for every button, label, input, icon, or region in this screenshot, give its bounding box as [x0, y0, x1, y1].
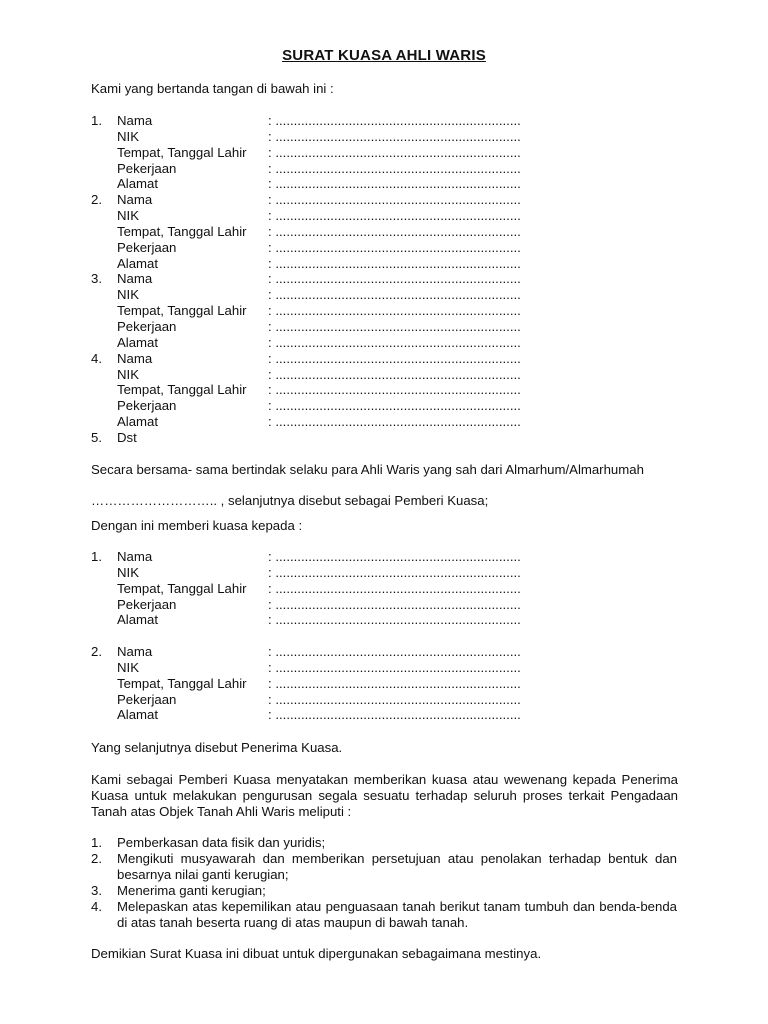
giver-2-field-row — [91, 208, 677, 224]
field-blank: : ................................................................... — [268, 596, 521, 612]
giver-2-field-row — [91, 256, 677, 272]
power-number: 1. — [91, 835, 102, 850]
power-text: Pemberkasan data fisik dan yuridis; — [117, 835, 326, 850]
giver-2-field-row — [91, 224, 677, 240]
giver-etc-label: Dst — [117, 429, 137, 445]
field-blank: : ................................................................... — [268, 549, 521, 564]
receiver-1-field-row — [91, 549, 677, 565]
field-blank: : ................................................................... — [268, 366, 521, 382]
power-item — [91, 883, 677, 899]
field-label: Alamat — [117, 414, 159, 430]
receiver-2-field-row — [91, 676, 677, 692]
field-label: Tempat, Tanggal Lahir — [117, 144, 247, 160]
field-label: Nama — [117, 192, 153, 208]
field-blank: : ................................................................... — [268, 398, 521, 414]
field-label: Nama — [117, 549, 153, 564]
penerima-kuasa-text: Yang selanjutnya disebut Penerima Kuasa. — [91, 740, 343, 755]
receiver-1-field-row — [91, 597, 677, 613]
field-blank: : ................................................................... — [268, 208, 521, 224]
giver-1-field-row — [91, 176, 677, 192]
field-label: Alamat — [117, 612, 159, 628]
field-label: Alamat — [117, 176, 159, 192]
power-item — [91, 899, 677, 931]
field-label: Nama — [117, 113, 153, 128]
receiver-2-field-row — [91, 644, 677, 660]
field-blank: : ................................................................... — [268, 287, 521, 303]
receiver-2-field-row — [91, 707, 677, 723]
field-label: NIK — [117, 287, 139, 303]
giver-4-field-row — [91, 382, 677, 398]
field-blank: : ................................................................... — [268, 176, 521, 192]
receiver-number: 1. — [91, 549, 102, 564]
field-blank: : ................................................................... — [268, 564, 521, 580]
receiver-2-field-row — [91, 692, 677, 708]
field-blank: : ................................................................... — [268, 144, 521, 160]
field-label: NIK — [117, 659, 139, 675]
field-blank: : ................................................................... — [268, 113, 521, 128]
field-label: NIK — [117, 208, 139, 224]
field-label: Tempat, Tanggal Lahir — [117, 580, 247, 596]
giver-4-field-row — [91, 367, 677, 383]
giver-2-field-row — [91, 192, 677, 208]
field-label: Alamat — [117, 707, 159, 723]
field-label: Pekerjaan — [117, 398, 177, 414]
field-blank: : ................................................................... — [268, 128, 521, 144]
field-label: Tempat, Tanggal Lahir — [117, 303, 247, 319]
field-blank: : ................................................................... — [268, 659, 521, 675]
giver-3-field-row — [91, 271, 677, 287]
giver-3-field-row — [91, 335, 677, 351]
field-blank: : ................................................................... — [268, 334, 521, 350]
power-text: Menerima ganti kerugian; — [117, 883, 266, 898]
power-text: Melepaskan atas kepemilikan atau penguasaan tanah berikut tanam tumbuh dan benda-benda di atas tanah beserta ruang di atas maupun di bawah tanah. — [117, 899, 677, 930]
giver-4-field-row — [91, 351, 677, 367]
giver-number: 3. — [91, 271, 102, 287]
field-label: Pekerjaan — [117, 596, 177, 612]
giver-number: 1. — [91, 113, 102, 128]
power-number: 3. — [91, 883, 102, 898]
field-blank: : ................................................................... — [268, 580, 521, 596]
field-label: Nama — [117, 644, 153, 659]
field-label: Tempat, Tanggal Lahir — [117, 675, 247, 691]
field-blank: : ................................................................... — [268, 192, 521, 208]
giver-1-field-row — [91, 113, 677, 129]
together-text: Secara bersama- sama bertindak selaku para Ahli Waris yang sah dari Almarhum/Almarhumah — [91, 462, 644, 477]
field-label: NIK — [117, 128, 139, 144]
intro-text: Kami yang bertanda tangan di bawah ini : — [91, 81, 334, 96]
field-label: NIK — [117, 564, 139, 580]
field-blank: : ................................................................... — [268, 303, 521, 319]
giver-1-field-row — [91, 145, 677, 161]
receiver-1-field-row — [91, 581, 677, 597]
field-label: Pekerjaan — [117, 160, 177, 176]
field-blank: : ................................................................... — [268, 691, 521, 707]
giver-1-field-row — [91, 129, 677, 145]
receiver-number: 2. — [91, 644, 102, 659]
field-label: Alamat — [117, 334, 159, 350]
giver-1-field-row — [91, 161, 677, 177]
field-label: Nama — [117, 350, 153, 366]
giver-number: 2. — [91, 192, 102, 208]
closing-text: Demikian Surat Kuasa ini dibuat untuk dipergunakan sebagaimana mestinya. — [91, 946, 542, 961]
receiver-1-field-row — [91, 612, 677, 628]
receiver-1-field-row — [91, 565, 677, 581]
giver-number: 4. — [91, 350, 102, 366]
field-blank: : ................................................................... — [268, 223, 521, 239]
field-label: NIK — [117, 366, 139, 382]
power-item — [91, 851, 677, 883]
field-blank: : ................................................................... — [268, 675, 521, 691]
giver-4-field-row — [91, 398, 677, 414]
field-blank: : ................................................................... — [268, 271, 521, 287]
field-blank: : ................................................................... — [268, 239, 521, 255]
field-blank: : ................................................................... — [268, 382, 521, 398]
field-label: Pekerjaan — [117, 318, 177, 334]
field-label: Pekerjaan — [117, 691, 177, 707]
power-text: Mengikuti musyawarah dan memberikan persetujuan atau penolakan terhadap bentuk dan besarnya nilai ganti kerugian; — [117, 851, 677, 882]
powers-list — [91, 835, 677, 931]
receiver-block-1 — [91, 549, 677, 628]
receiver-2-field-row — [91, 660, 677, 676]
document-title: SURAT KUASA AHLI WARIS — [282, 47, 486, 64]
field-label: Tempat, Tanggal Lahir — [117, 382, 247, 398]
giver-etc-row — [91, 430, 677, 446]
giver-3-field-row — [91, 287, 677, 303]
field-label: Tempat, Tanggal Lahir — [117, 223, 247, 239]
memberi-kuasa-text: Dengan ini memberi kuasa kepada : — [91, 518, 303, 533]
power-number: 4. — [91, 899, 102, 914]
field-label: Alamat — [117, 255, 159, 271]
field-blank: : ................................................................... — [268, 350, 521, 366]
field-blank: : ................................................................... — [268, 318, 521, 334]
receiver-block-2 — [91, 644, 677, 723]
pemberi-kuasa-text: ……………………….. , selanjutnya disebut sebagai Pemberi Kuasa; — [91, 493, 489, 508]
giver-list — [91, 113, 677, 446]
power-item — [91, 835, 677, 851]
field-blank: : ................................................................... — [268, 414, 521, 430]
giver-4-field-row — [91, 414, 677, 430]
giver-2-field-row — [91, 240, 677, 256]
giver-number: 5. — [91, 429, 102, 445]
field-blank: : ................................................................... — [268, 160, 521, 176]
field-label: Pekerjaan — [117, 239, 177, 255]
power-number: 2. — [91, 851, 102, 866]
field-blank: : ................................................................... — [268, 612, 521, 628]
giver-3-field-row — [91, 303, 677, 319]
giver-3-field-row — [91, 319, 677, 335]
field-label: Nama — [117, 271, 153, 287]
field-blank: : ................................................................... — [268, 707, 521, 723]
field-blank: : ................................................................... — [268, 644, 521, 659]
statement-paragraph: Kami sebagai Pemberi Kuasa menyatakan memberikan kuasa atau wewenang kepada Penerima Kuasa untuk melakukan pengurusan segala sesuatu terhadap seluruh proses terkait Pengadaan Tanah atas Objek Tanah Ahli Waris meliputi : — [91, 772, 678, 819]
field-blank: : ................................................................... — [268, 255, 521, 271]
